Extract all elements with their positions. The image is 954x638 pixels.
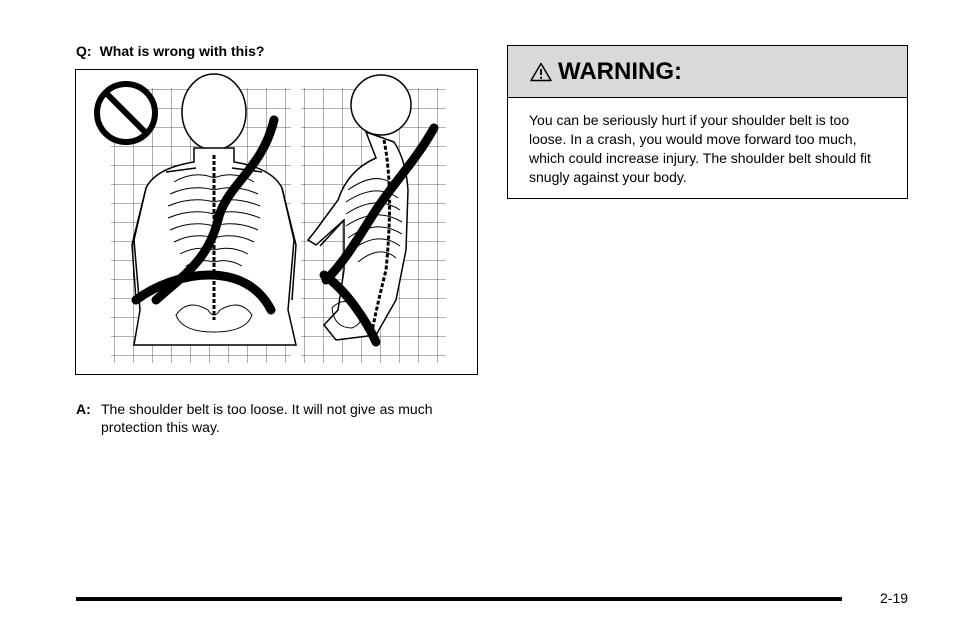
- footer-rule: [76, 597, 842, 601]
- warning-title: WARNING:: [558, 57, 682, 85]
- prohibited-icon: [97, 84, 155, 142]
- loose-belt-illustration: [75, 69, 478, 375]
- question: [76, 43, 264, 59]
- warning-triangle-icon: [530, 62, 552, 82]
- answer: [76, 400, 456, 436]
- warning-box: [507, 45, 908, 199]
- answer-text: The shoulder belt is too loose. It will not give as much protection this way.: [101, 401, 433, 435]
- warning-body: You can be seriously hurt if your shoulder belt is too loose. In a crash, you would move forward too much, which could increase injury. The shoulder belt should fit snugly against your body.: [529, 112, 871, 185]
- question-prefix: Q:: [76, 43, 92, 59]
- warning-header: [508, 46, 907, 98]
- skeleton-belt-drawing: [76, 70, 476, 373]
- answer-prefix: A:: [76, 401, 91, 417]
- question-text: What is wrong with this?: [99, 43, 265, 59]
- page-number: 2-19: [880, 590, 909, 606]
